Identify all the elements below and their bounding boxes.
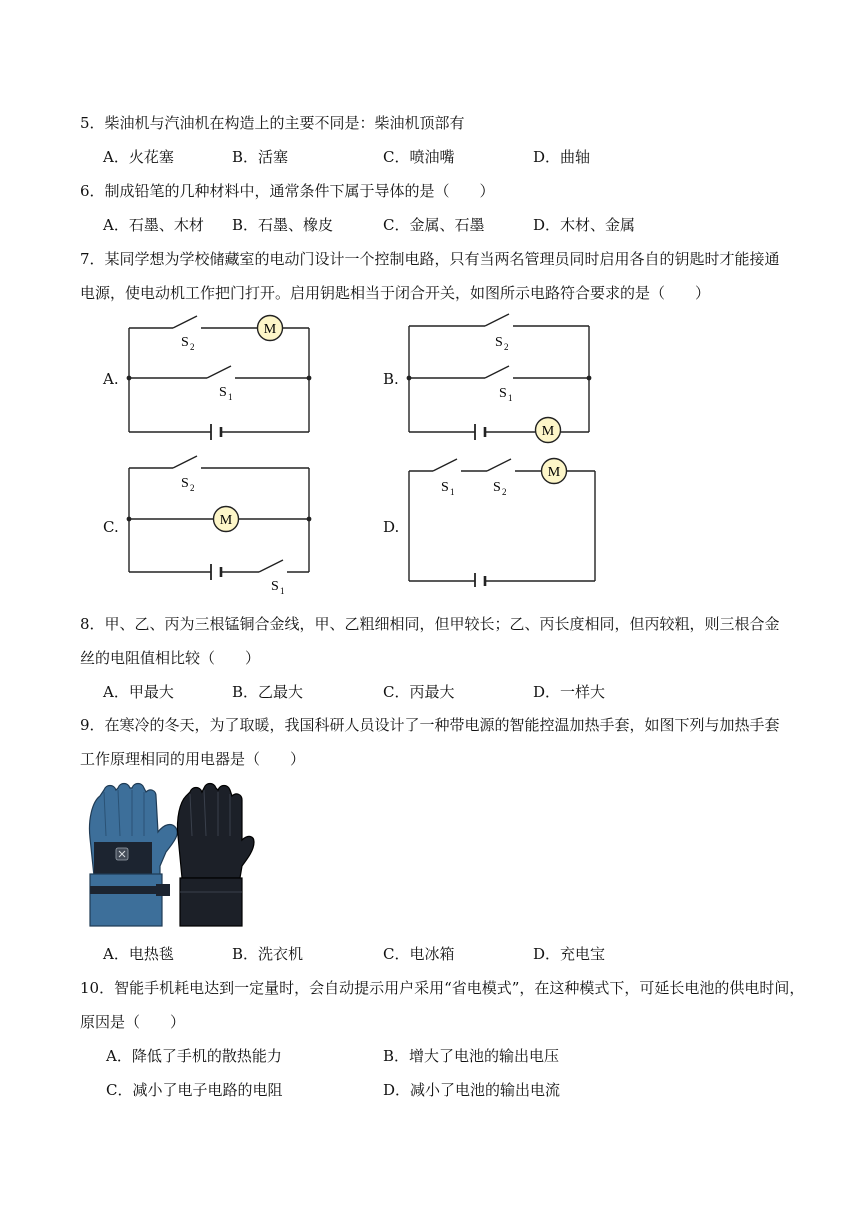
q8-option-c[interactable]: C．丙最大 [383,683,455,701]
switch-sub-2: 2 [190,342,195,352]
q8-option-b[interactable]: B．乙最大 [232,683,304,701]
circuit-diagram-b [405,312,600,444]
q5-stem: 5．柴油机与汽油机在构造上的主要不同是：柴油机顶部有 [80,114,465,132]
switch-sub-1: 1 [280,586,285,596]
q8-stem-line2: 丝的电阻值相比较（ ） [80,649,261,667]
switch-sub-1: 1 [508,393,513,403]
q9-stem-line2: 工作原理相同的用电器是（ ） [80,750,306,768]
motor-label: M [263,322,277,337]
q9-option-a[interactable]: A．电热毯 [103,945,174,963]
switch-sub-2: 2 [190,483,195,493]
q8-option-a[interactable]: A．甲最大 [103,683,174,701]
q9-option-c[interactable]: C．电冰箱 [383,945,455,963]
switch-label-s1: S [441,480,449,495]
q8-stem-line1: 8．甲、乙、丙为三根锰铜合金线，甲、乙粗细相同，但甲较长；乙、丙长度相同，但丙较粗，则三根合金 [80,615,780,633]
heated-gloves-image [80,780,255,930]
blue-glove-icon [89,784,177,927]
q8-option-d[interactable]: D．一样大 [533,683,606,701]
q10-stem-line1: 10．智能手机耗电达到一定量时，会自动提示用户采用“省电模式”，在这种模式下，可延长电池的供电时间， [80,979,805,997]
q7-stem-line2: 电源，使电动机工作把门打开。启用钥匙相当于闭合开关，如图所示电路符合要求的是（ ） [80,284,711,302]
circuit-diagram-a [125,312,320,440]
q7-option-b-label[interactable]: B. [383,370,399,388]
q9-option-b[interactable]: B．洗衣机 [232,945,304,963]
switch-label-s1: S [219,385,227,400]
switch-sub-1: 1 [450,487,455,497]
q10-option-a[interactable]: A．降低了手机的散热能力 [106,1047,282,1065]
black-glove-icon [177,784,254,927]
switch-label-s1: S [271,579,279,594]
q9-option-d[interactable]: D．充电宝 [533,945,606,963]
switch-label-s1: S [499,386,507,401]
circuit-diagram-d [405,455,605,587]
q6-option-c[interactable]: C．金属、石墨 [383,216,485,234]
q5-option-a[interactable]: A．火花塞 [103,148,174,166]
circuit-diagram-c [125,452,320,600]
q9-stem-line1: 9．在寒冷的冬天，为了取暖，我国科研人员设计了一种带电源的智能控温加热手套，如图下列与加热手套 [80,716,780,734]
q6-option-a[interactable]: A．石墨、木材 [103,216,204,234]
q6-option-d[interactable]: D．木材、金属 [533,216,636,234]
q7-stem-line1: 7．某同学想为学校储藏室的电动门设计一个控制电路，只有当两名管理员同时启用各自的钥匙时才能接通 [80,250,780,268]
q10-stem-line2: 原因是（ ） [80,1013,186,1031]
switch-sub-2: 2 [504,342,509,352]
q6-stem: 6．制成铅笔的几种材料中，通常条件下属于导体的是（ ） [80,182,495,200]
switch-sub-2: 2 [502,487,507,497]
motor-label: M [219,513,233,528]
q7-option-a-label[interactable]: A. [103,370,119,388]
switch-sub-1: 1 [228,392,233,402]
switch-label-s2: S [181,476,189,491]
switch-label-s2: S [495,335,503,350]
motor-label: M [541,424,555,439]
q5-option-c[interactable]: C．喷油嘴 [383,148,455,166]
q5-option-d[interactable]: D．曲轴 [533,148,591,166]
q10-option-c[interactable]: C．减小了电子电路的电阻 [106,1081,283,1099]
q7-option-c-label[interactable]: C. [103,518,119,536]
q7-option-d-label[interactable]: D. [383,518,400,536]
switch-label-s2: S [493,480,501,495]
q6-option-b[interactable]: B．石墨、橡皮 [232,216,334,234]
switch-label-s2: S [181,335,189,350]
switch-s2-a [173,316,197,328]
motor-label: M [547,465,561,480]
q5-option-b[interactable]: B．活塞 [232,148,289,166]
q10-option-d[interactable]: D．减小了电池的输出电流 [383,1081,561,1099]
q10-option-b[interactable]: B．增大了电池的输出电压 [383,1047,560,1065]
